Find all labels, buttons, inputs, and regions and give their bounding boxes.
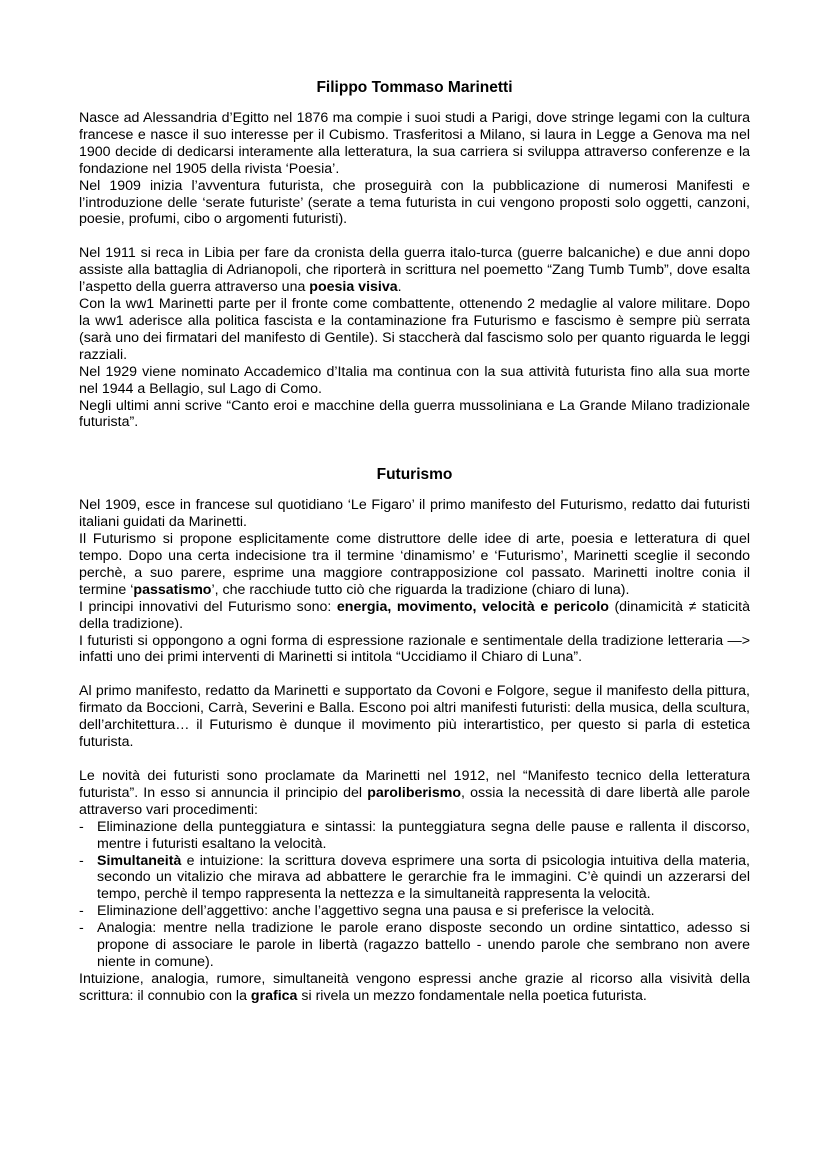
list-item-text: e intuizione: la scrittura doveva esprimere una sorta di psicologia intuitiva della materia, secondo un vitalizio che mirava ad abbattere le gerarchie fra le immagini. C’è quindi un azzerarsi del tempo, perchè il tempo rappresenta la nettezza e la simultaneità rappresenta la velocità. [97,852,750,903]
list-bullet: - [79,818,84,835]
paragraph-futurismo-4: I futuristi si oppongono a ogni forma di espressione razionale e sentimentale della tradizione letteraria —> infatti uno dei primi interventi di Marinetti si intitola “Uccidiamo il Chiaro di Luna”. [79,632,750,666]
bold-term-principi: energia, movimento, velocità e pericolo [336,598,609,615]
paragraph-gap [79,666,750,683]
bold-term-passatismo: passatismo [133,581,212,598]
bold-term-poesia-visiva: poesia visiva [309,279,398,296]
text-run: ’, che racchiude tutto ciò che riguarda la tradizione (chiaro di luna). [211,581,630,598]
paragraph-biography-4: Con la ww1 Marinetti parte per il fronte come combattente, ottenendo 2 medaglie al valore militare. Dopo la ww1 aderisce alla politica fascista e la contaminazione fra Futurismo e fascismo è sempre più serrata (sarà uno dei firmatari del manifesto di Gentile). Si staccherà dal fascismo solo per quanto riguarda le leggi razziali. [79,296,750,363]
text-run: . [397,279,402,296]
title-futurismo: Futurismo [376,466,453,484]
section-gap [79,431,750,465]
list-bullet: - [79,852,84,869]
list-item-text: Eliminazione della punteggiatura e sintassi: la punteggiatura segna delle pause e rallenta il discorso, mentre i futuristi esaltano la velocità. [97,818,750,852]
bold-term-grafica: grafica [250,987,298,1004]
bold-term-paroliberismo: paroliberismo [367,784,462,801]
list-bullet: - [79,903,84,920]
text-run: (dinamicità ≠ staticità della tradizione). [79,598,750,632]
paragraph-biography-1: Nasce ad Alessandria d’Egitto nel 1876 ma compie i suoi studi a Parigi, dove stringe legami con la cultura francese e nasce il suo interesse per il Cubismo. Trasferitosi a Milano, si laura in Legge a Genova ma nel 1900 decide di dedicarsi interamente alla letteratura, la sua carriera si sviluppa attraverso conferenze e la fondazione nel 1905 della rivista ‘Poesia’. [79,110,750,177]
list-item [79,920,750,971]
list-item-text: Analogia: mentre nella tradizione le parole erano disposte secondo un ordine sintattico, adesso si propone di associare le parole in libertà (ragazzo battello - unendo parole che sembrano non avere niente in comune). [97,920,750,970]
paragraph-biography-3 [79,245,750,296]
paragraph-futurismo-3 [79,599,750,633]
list-item [79,853,750,904]
paragraph-futurismo-6 [79,768,750,819]
text-run: si rivela un mezzo fondamentale nella poetica futurista. [297,987,647,1004]
paragraph-futurismo-1: Nel 1909, esce in francese sul quotidiano ‘Le Figaro’ il primo manifesto del Futurismo, redatto dai futuristi italiani guidati da Marinetti. [79,497,750,531]
text-run: Nel 1911 si reca in Libia per fare da cronista della guerra italo-turca (guerre balcaniche) e due anni dopo assiste alla battaglia di Adrianopoli, che riporterà in scrittura nel poemetto “Zang Tumb Tumb”, dove esalta l’aspetto della guerra attraverso una [79,245,750,296]
title-marinetti: Filippo Tommaso Marinetti [316,79,513,96]
paragraph-gap [79,228,750,245]
list-bullet: - [79,920,84,937]
paragraph-futurismo-5: Al primo manifesto, redatto da Marinetti e supportato da Covoni e Folgore, segue il manifesto della pittura, firmato da Boccioni, Carrà, Severini e Balla. Escono poi altri manifesti futuristi: della musica, della scultura, dell’architettura… il Futurismo è dunque il movimento più interartistico, per questo si parla di estetica futurista. [79,683,750,751]
procedures-list [79,819,750,971]
paragraph-biography-6: Negli ultimi anni scrive “Canto eroi e macchine della guerra mussoliniana e La Grande Milano tradizionale futurista”. [79,397,750,431]
paragraph-futurismo-2 [79,531,750,599]
list-item-text: Eliminazione dell’aggettivo: anche l’aggettivo segna una pausa e si preferisce la velocità. [97,903,655,920]
text-run: Intuizione, analogia, rumore, simultaneità vengono espressi anche grazie al ricorso alla visività della scrittura: il connubio con la [79,970,750,1004]
paragraph-biography-2: Nel 1909 inizia l’avventura futurista, che proseguirà con la pubblicazione di numerosi Manifesti e l’introduzione delle ‘serate futuriste’ (serate a tema futurista in cui vengono proposti solo oggetti, canzoni, poesie, profumi, cibo o argomenti futuristi). [79,177,750,228]
list-item [79,819,750,853]
text-run: Il Futurismo si propone esplicitamente come distruttore delle idee di arte, poesia e letteratura di quel tempo. Dopo una certa indecisione tra il termine ‘dinamismo’ e ‘Futurismo’, Marinetti sceglie il secondo perchè, a suo parere, esprime una maggiore contrapposizione col passato. Marinetti inoltre conia il termine ‘ [79,531,750,598]
paragraph-futurismo-7 [79,971,750,1005]
list-item [79,903,750,920]
text-run: Le novità dei futuristi sono proclamate da Marinetti nel 1912, nel “Manifesto tecnico della letteratura futurista”. In esso si annuncia il principio del [79,768,750,801]
text-run: , ossia la necessità di dare libertà alle parole attraverso vari procedimenti: [79,784,750,818]
paragraph-biography-5: Nel 1929 viene nominato Accademico d’Italia ma continua con la sua attività futurista fino alla sua morte nel 1944 a Bellagio, sul Lago di Como. [79,363,750,397]
paragraph-gap [79,751,750,768]
text-run: I principi innovativi del Futurismo sono: [79,598,337,615]
bold-term-simultaneita: Simultaneità [97,852,182,869]
